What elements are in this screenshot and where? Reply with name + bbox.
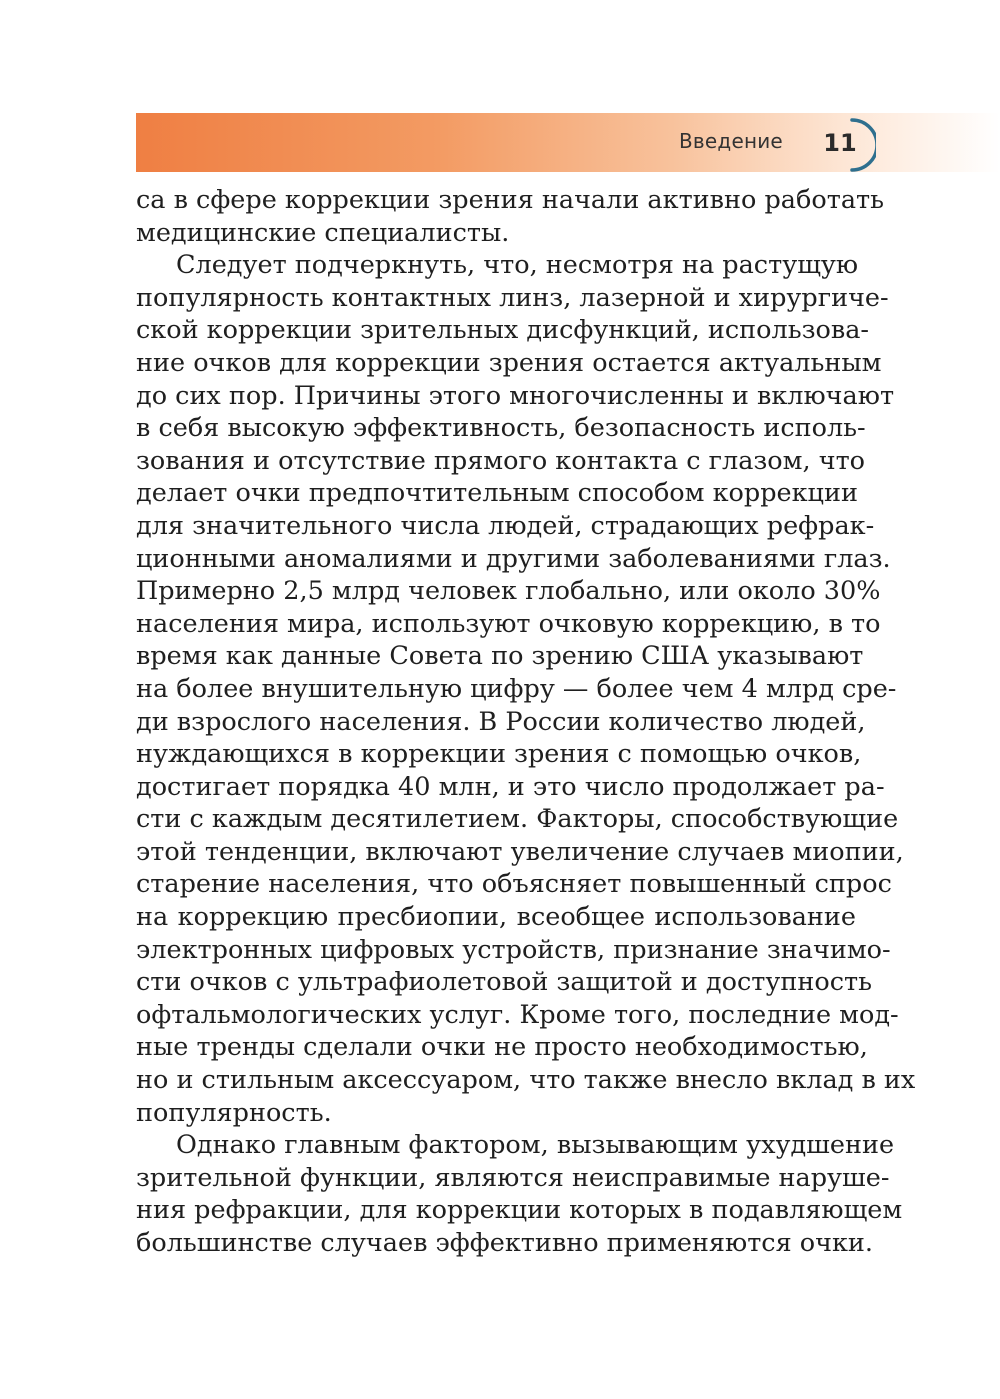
text-line: Следует подчеркнуть, что, несмотря на растущую [176,250,859,281]
text-line: в себя высокую эффективность, безопасность исполь- [136,413,866,444]
text-line: время как данные Совета по зрению США указывают [136,641,864,672]
section-title: Введение [679,129,783,153]
page-number: 11 [823,129,857,157]
text-line: медицинские специалисты. [136,217,510,248]
text-line: старение населения, что объясняет повышенный спрос [136,869,892,900]
text-line: ные тренды сделали очки не просто необходимостью, [136,1032,868,1063]
text-line: популярность. [136,1097,332,1128]
text-line: этой тенденции, включают увеличение случаев миопии, [136,836,904,867]
text-line: нуждающихся в коррекции зрения с помощью очков, [136,739,862,770]
text-line: населения мира, используют очковую коррекцию, в то [136,608,881,639]
text-line: сти с каждым десятилетием. Факторы, способствующие [136,804,899,835]
text-line: сти очков с ультрафиолетовой защитой и доступность [136,967,872,998]
text-line: ционными аномалиями и другими заболеваниями глаз. [136,543,891,574]
text-line: для значительного числа людей, страдающих рефрак- [136,510,875,541]
text-line: ния рефракции, для коррекции которых в подавляющем [136,1195,903,1226]
text-line: ние очков для коррекции зрения остается актуальным [136,347,882,378]
text-line: са в сфере коррекции зрения начали активно работать [136,185,885,215]
text-line: на коррекцию пресбиопии, всеобщее использование [136,902,856,933]
text-line: электронных цифровых устройств, признание значимо- [136,934,891,965]
text-line: офтальмологических услуг. Кроме того, последние мод- [136,999,899,1030]
text-line: зования и отсутствие прямого контакта с глазом, что [136,445,866,476]
text-line: Примерно 2,5 млрд человек глобально, или около 30% [136,576,881,607]
text-line: до сих пор. Причины этого многочисленны и включают [136,380,895,411]
text-line: ди взрослого населения. В России количество людей, [136,706,866,737]
text-line: зрительной функции, являются неисправимые наруше- [136,1162,890,1193]
body-text [136,184,916,1260]
text-line: ской коррекции зрительных дисфункций, использова- [136,315,870,346]
text-line: популярность контактных линз, лазерной и хирургиче- [136,282,889,313]
text-line: достигает порядка 40 млн, и это число продолжает ра- [136,771,885,802]
text-line: делает очки предпочтительным способом коррекции [136,478,858,509]
text-line: Однако главным фактором, вызывающим ухудшение [176,1130,895,1161]
text-line: на более внушительную цифру — более чем 4 млрд сре- [136,673,897,704]
text-line: большинстве случаев эффективно применяются очки. [136,1228,874,1258]
text-line: но и стильным аксессуаром, что также внесло вклад в их [136,1065,916,1096]
page-number-badge [816,117,868,169]
